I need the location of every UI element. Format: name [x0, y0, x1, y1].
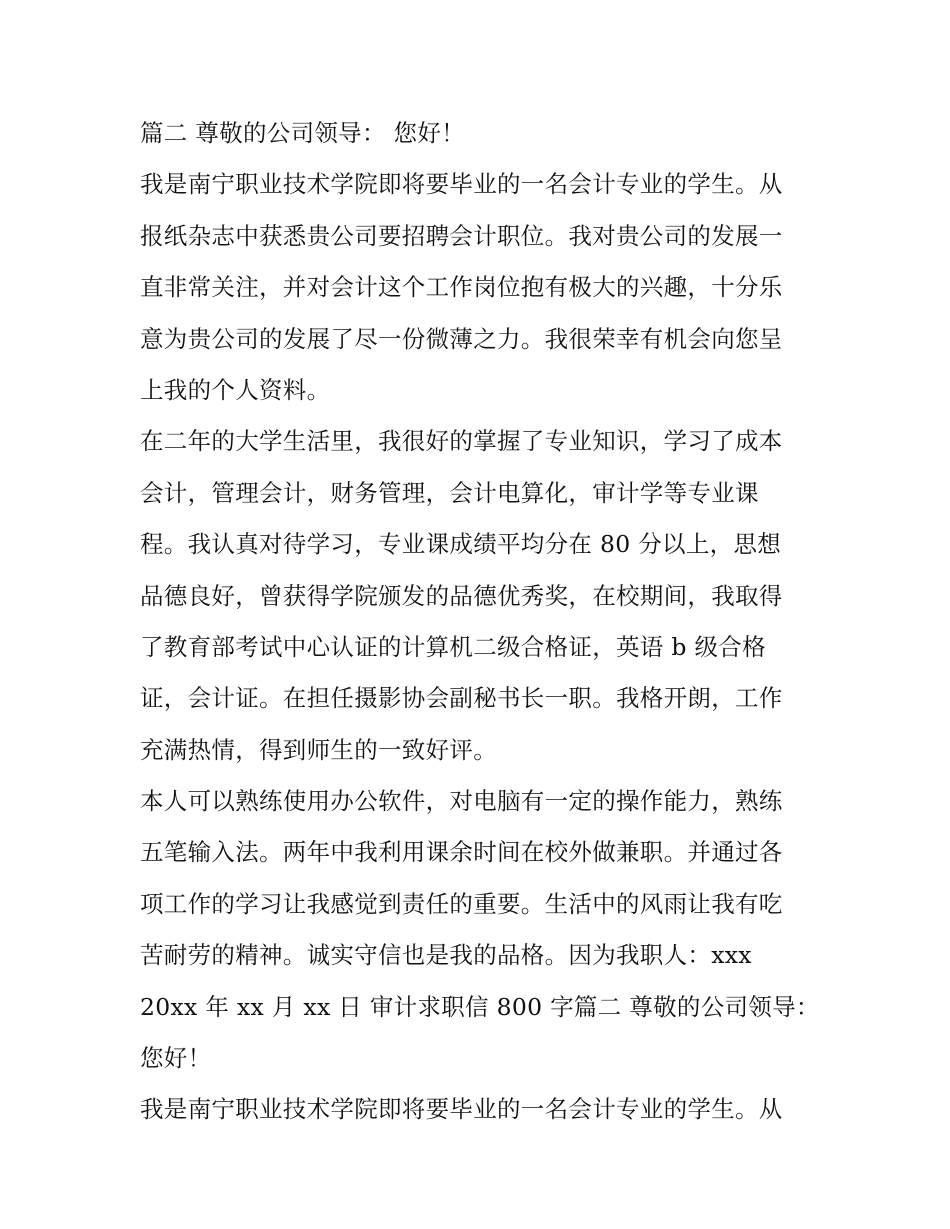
- text-line: 本人可以熟练使用办公软件，对电脑有一定的操作能力，熟练: [140, 787, 783, 816]
- text-line: 五笔输入法。两年中我利用课余时间在校外做兼职。并通过各: [140, 838, 783, 867]
- text-line: 我是南宁职业技术学院即将要毕业的一名会计专业的学生。从: [140, 1095, 783, 1124]
- text-line: 了教育部考试中心认证的计算机二级合格证，英语 b 级合格: [140, 632, 766, 661]
- text-line: 程。我认真对待学习，专业课成绩平均分在 80 分以上，思想: [140, 530, 782, 559]
- text-line: 20xx 年 xx 月 xx 日 审计求职信 800 字篇二 尊敬的公司领导：: [140, 992, 820, 1021]
- text-line: 在二年的大学生活里，我很好的掌握了专业知识，学习了成本: [140, 427, 783, 456]
- text-line: 品德良好，曾获得学院颁发的品德优秀奖，在校期间，我取得: [140, 581, 783, 610]
- text-line: 项工作的学习让我感觉到责任的重要。生活中的风雨让我有吃: [140, 889, 783, 918]
- text-line: 证，会计证。在担任摄影协会副秘书长一职。我格开朗，工作: [140, 684, 783, 713]
- text-line: 您好！: [140, 1044, 212, 1073]
- text-line: 报纸杂志中获悉贵公司要招聘会计职位。我对贵公司的发展一: [140, 221, 783, 250]
- text-line: 直非常关注，并对会计这个工作岗位抱有极大的兴趣，十分乐: [140, 273, 783, 302]
- text-line: 充满热情，得到师生的一致好评。: [140, 735, 497, 764]
- text-line: 篇二 尊敬的公司领导： 您好！: [140, 119, 465, 147]
- text-line: 苦耐劳的精神。诚实守信也是我的品格。因为我职人：xxx: [140, 941, 752, 970]
- text-line: 上我的个人资料。: [140, 375, 331, 404]
- text-line: 会计，管理会计，财务管理，会计电算化，审计学等专业课: [140, 478, 759, 507]
- letter-body: [140, 108, 820, 1136]
- text-line: 意为贵公司的发展了尽一份微薄之力。我很荣幸有机会向您呈: [140, 324, 783, 353]
- text-line: 我是南宁职业技术学院即将要毕业的一名会计专业的学生。从: [140, 170, 783, 199]
